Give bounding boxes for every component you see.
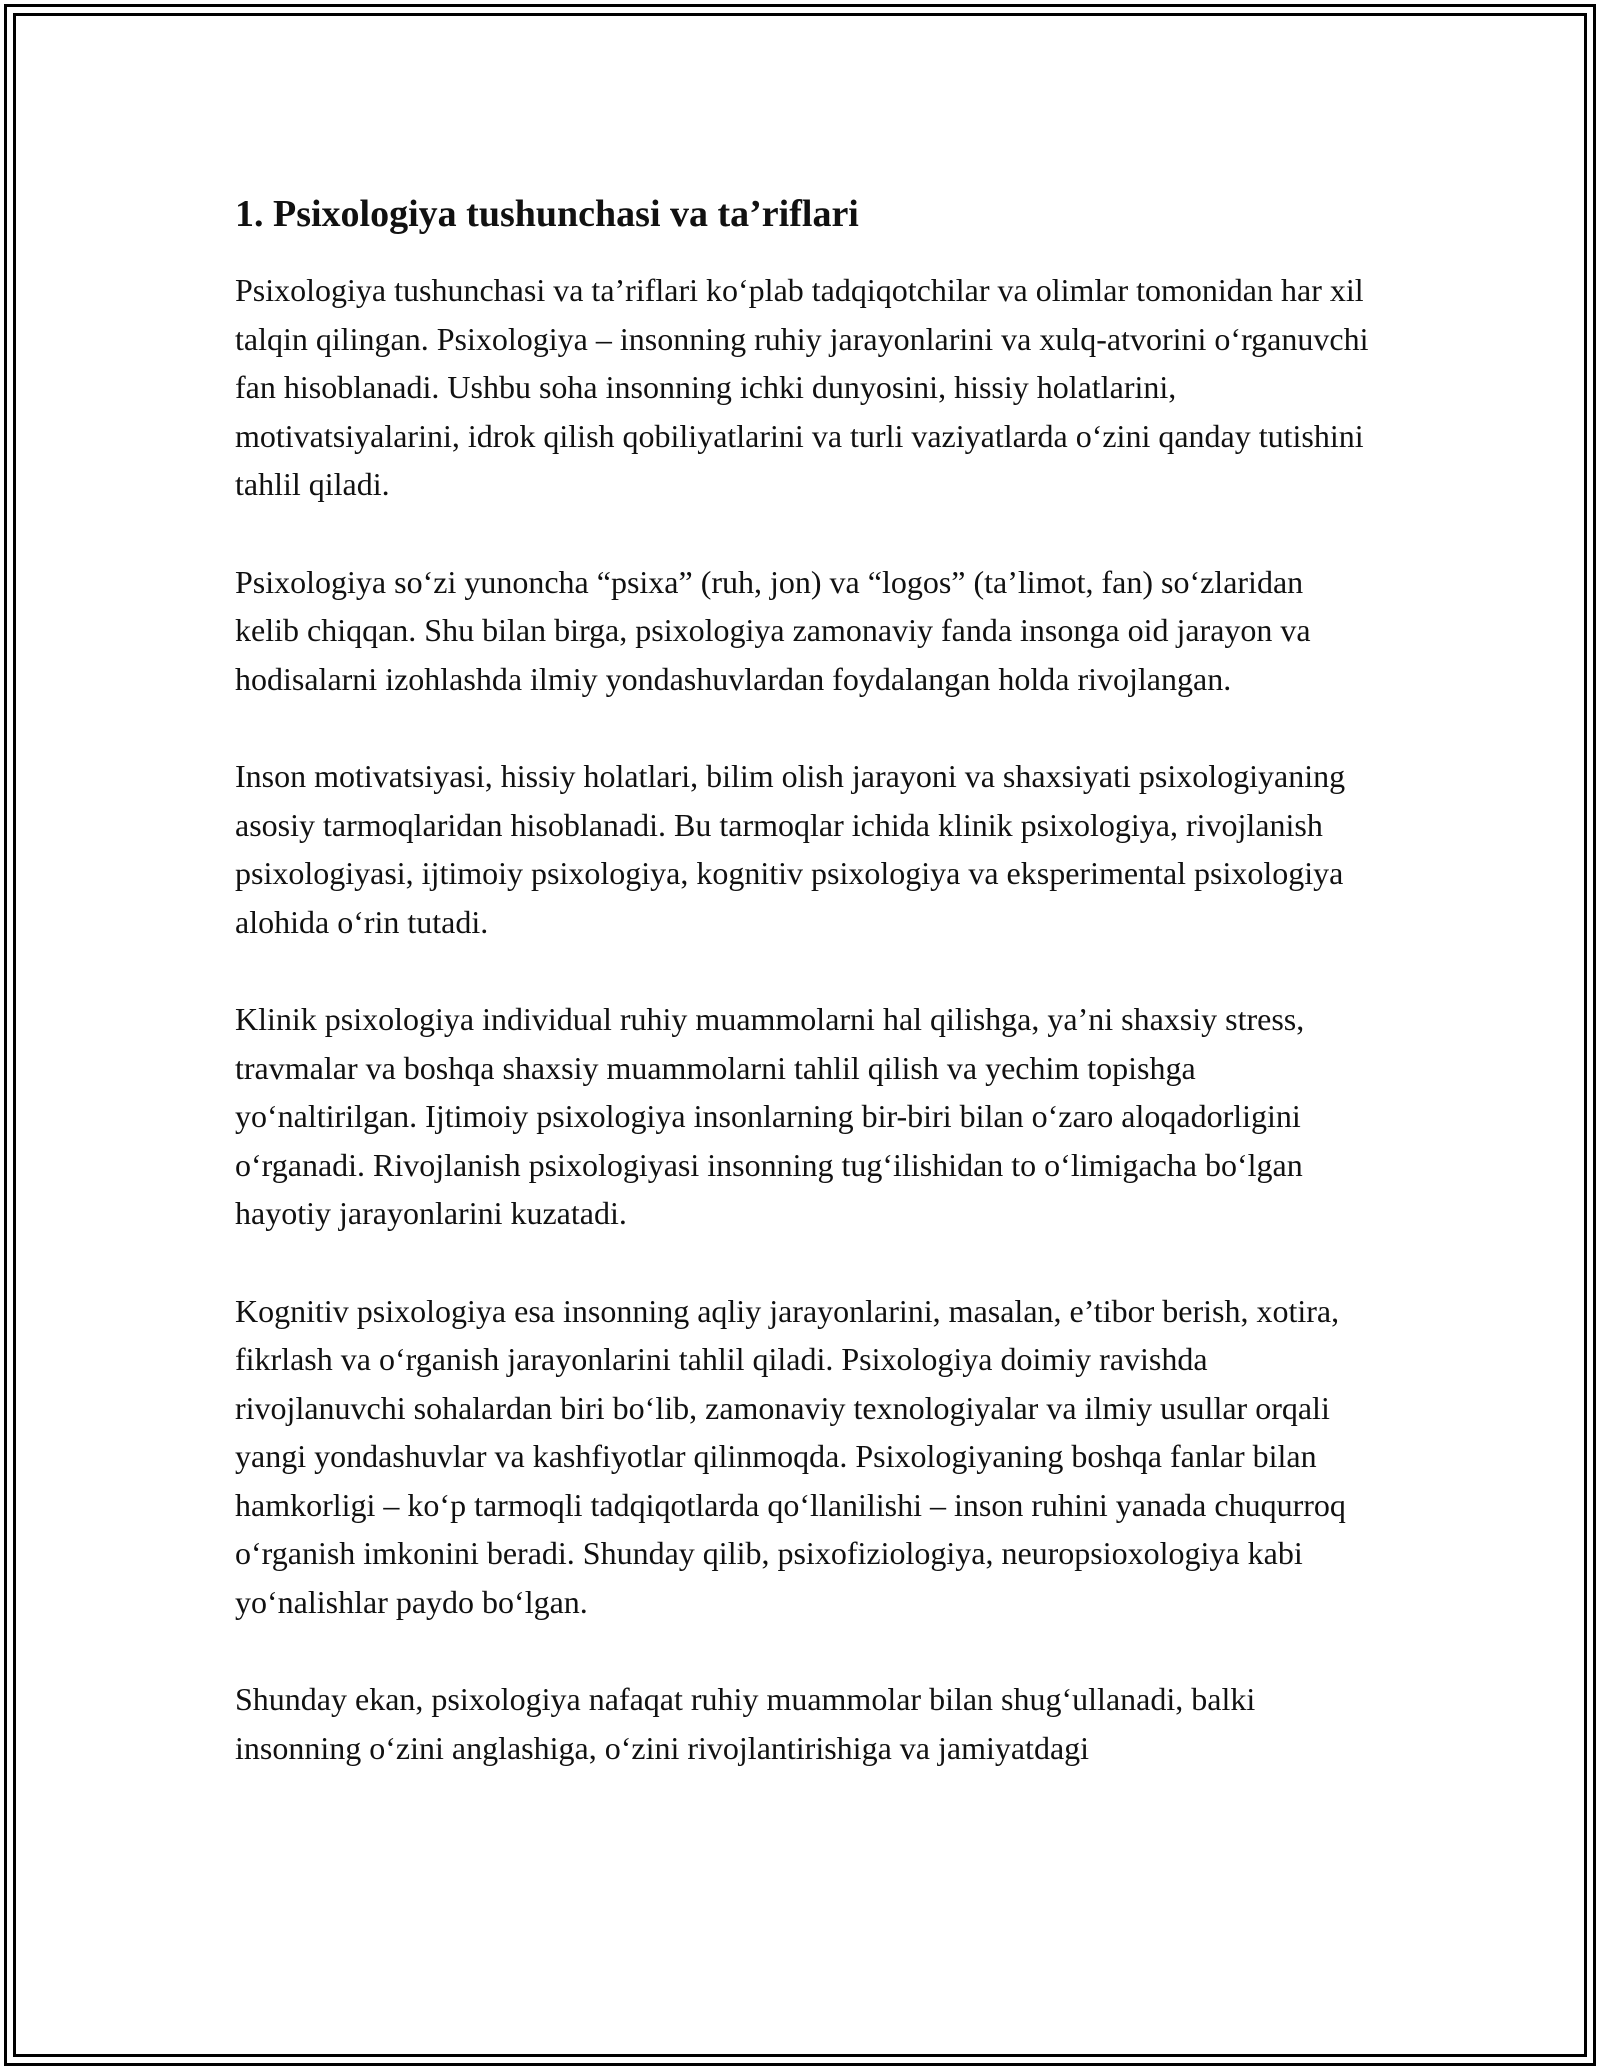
paragraph-etymology: Psixologiya so‘zi yunoncha “psixa” (ruh, jon) va “logos” (ta’limot, fan) so‘zlaridan kelib chiqqan. Shu bilan birga, psixologiya zamonaviy fanda insonga oid jarayon va hodisalarni izohlashda ilmiy yondashuvlardan foydalangan holda rivojlangan. [235,563,1311,697]
document-body [235,190,1370,1821]
paragraph-conclusion: Shunday ekan, psixologiya nafaqat ruhiy muammolar bilan shug‘ullanadi, balki insonning o‘zini anglashiga, o‘zini rivojlantirishiga va jamiyatdagi [235,1681,1256,1766]
paragraph-clinical-social: Klinik psixologiya individual ruhiy muammolarni hal qilishga, ya’ni shaxsiy stress, travmalar va boshqa shaxsiy muammolarni tahlil qilish va yechim topishga yo‘naltirilgan. Ijtimoiy psixologiya insonlarning bir-biri bilan o‘zaro aloqadorligini o‘rganadi. Rivojlanish psixologiyasi insonning tug‘ilishidan to o‘limigacha bo‘lgan hayotiy jarayonlarini kuzatadi. [235,1001,1305,1231]
paragraph-definition: Psixologiya tushunchasi va ta’riflari ko‘plab tadqiqotchilar va olimlar tomonidan har xil talqin qilingan. Psixologiya – insonning ruhiy jarayonlarini va xulq-atvorini o‘rganuvchi fan hisoblanadi. Ushbu soha insonning ichki dunyosini, hissiy holatlarini, motivatsiyalarini, idrok qilish qobiliyatlarini va turli vaziyatlarda o‘zini qanday tutishini tahlil qiladi. [235,272,1369,502]
section-title: 1. Psixologiya tushunchasi va ta’riflari [235,193,859,235]
paragraph-cognitive: Kognitiv psixologiya esa insonning aqliy jarayonlarini, masalan, e’tibor berish, xotira, fikrlash va o‘rganish jarayonlarini tahlil qiladi. Psixologiya doimiy ravishda rivojlanuvchi sohalardan biri bo‘lib, zamonaviy texnologiyalar va ilmiy usullar orqali yangi yondashuvlar va kashfiyotlar qilinmoqda. Psixologiyaning boshqa fanlar bilan hamkorligi – ko‘p tarmoqli tadqiqotlarda qo‘llanilishi – inson ruhini yanada chuqurroq o‘rganish imkonini beradi. Shunday qilib, psixofiziologiya, neuropsioxologiya kabi yo‘nalishlar paydo bo‘lgan. [235,1292,1346,1620]
paragraph-branches: Inson motivatsiyasi, hissiy holatlari, bilim olish jarayoni va shaxsiyati psixologiyaning asosiy tarmoqlaridan hisoblanadi. Bu tarmoqlar ichida klinik psixologiya, rivojlanish psixologiyasi, ijtimoiy psixologiya, kognitiv psixologiya va eksperimental psixologiya alohida o‘rin tutadi. [235,758,1346,940]
